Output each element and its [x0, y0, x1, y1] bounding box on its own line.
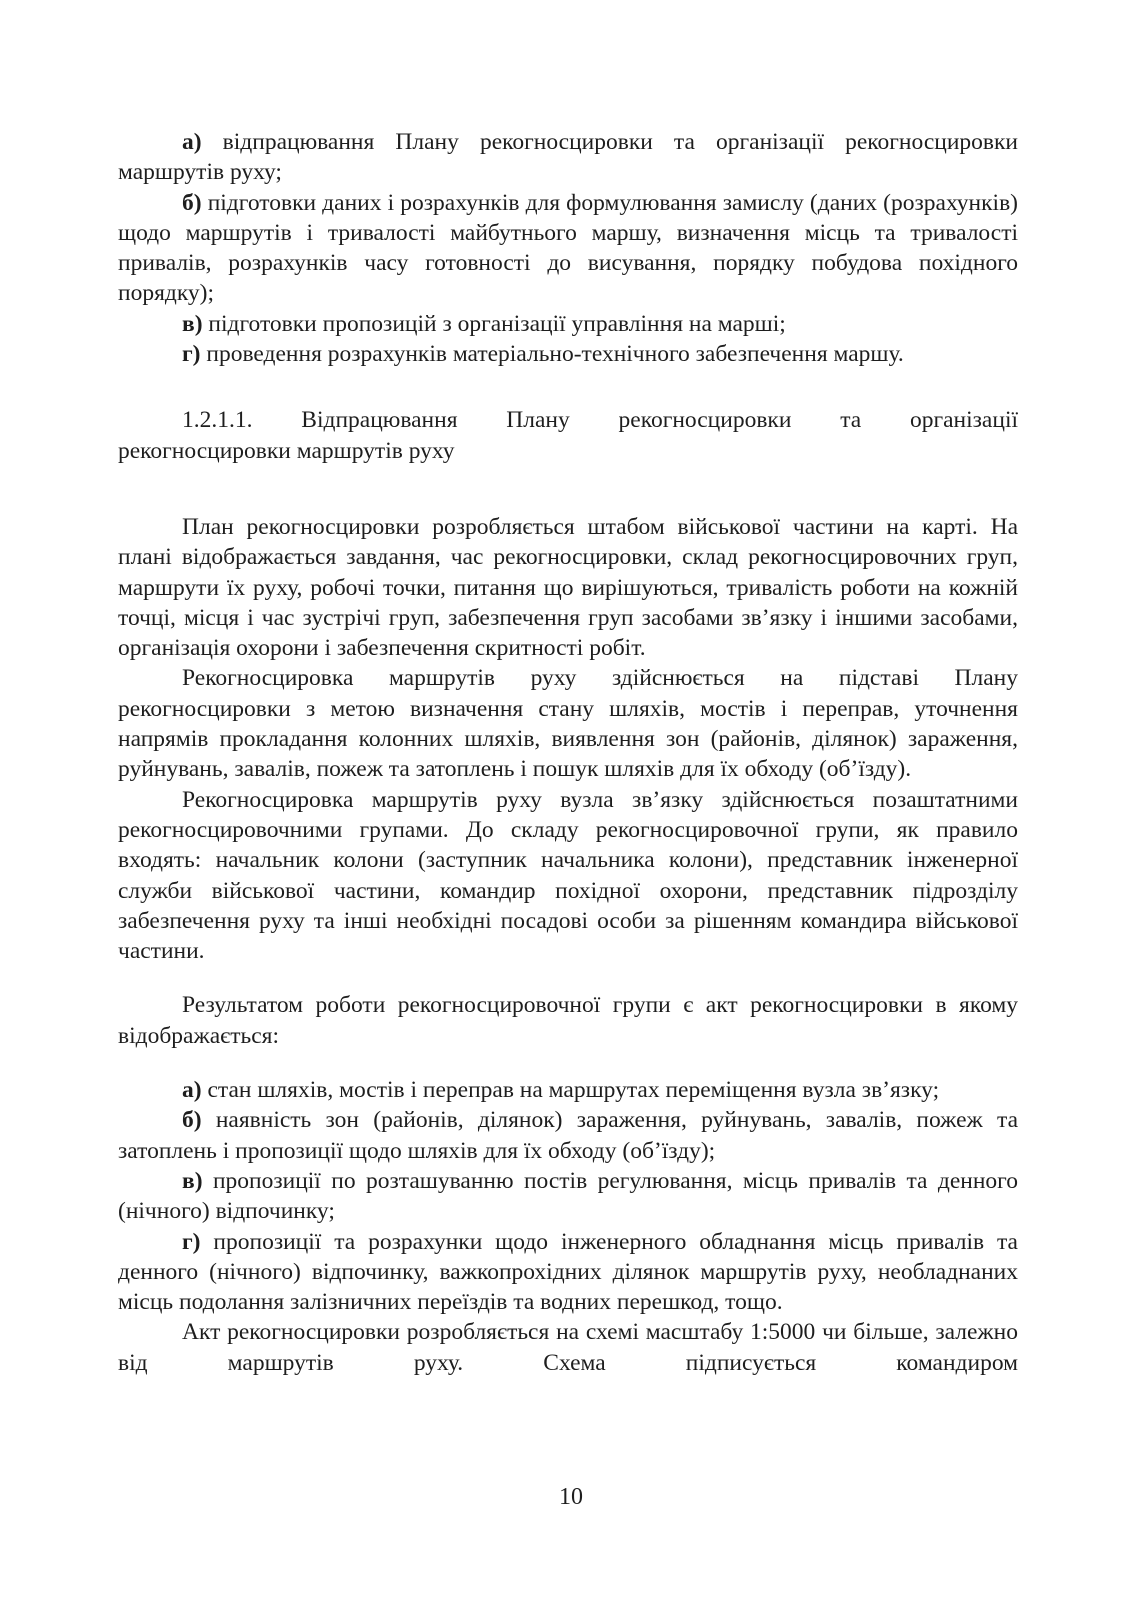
list-marker: а): [182, 129, 202, 155]
list-item: [118, 188, 1018, 309]
list-marker: б): [182, 189, 202, 216]
list-marker: в): [182, 310, 203, 337]
list-item-text: проведення розрахунків матеріально-технічного забезпечення маршу.: [200, 341, 904, 368]
list-item-text: наявність зон (районів, ділянок) зараження, руйнувань, завалів, пожеж та затоплень і пропозиції щодо шляхів для їх обходу (об’їзду);: [118, 1107, 1018, 1164]
list-item: [118, 1075, 1018, 1105]
list-item: [118, 127, 1018, 188]
list-marker: г): [182, 1228, 201, 1255]
section-heading: [118, 405, 1018, 435]
paragraph: Рекогносцировка маршрутів руху вузла зв’язку здійснюється позаштатними рекогносцировочними групами. До складу рекогносцировочної групи, як правило входять: начальник колони (заступник начальника колони), представник інженерної служби військової частини, командир похідної охорони, представник підрозділу забезпечення руху та інші необхідні посадові особи за рішенням командира військової частини.: [118, 786, 1018, 965]
list-item: [118, 1227, 1018, 1318]
list-item-text: підготовки пропозицій з організації управління на марші;: [202, 310, 786, 337]
list-item: [118, 1166, 1018, 1227]
list-item-text: пропозиції по розташуванню постів регулювання, місць привалів та денного (нічного) відпочинку;: [118, 1167, 1018, 1225]
paragraph: Рекогносцировка маршрутів руху здійснюється на підставі Плану рекогносцировки з метою визначення стану шляхів, мостів і переправ, уточнення напрямів прокладання колонних шляхів, виявлення зон (районів, ділянок) зараження, руйнувань, завалів, пожеж та затоплень і пошук шляхів для їх обходу (об’їзду).: [118, 665, 1018, 783]
list-item-text: відпрацювання Плану рекогносцировки та організації рекогносцировки маршрутів руху;: [118, 129, 1018, 186]
paragraph: План рекогносцировки розробляється штабом військової частини на карті. На плані відображається завдання, час рекогносцировки, склад рекогносцировочних груп, маршрути їх руху, робочі точки, питання що вирішуються, тривалість роботи на кожній точці, місця і час зустрічі груп, забезпечення груп засобами зв’язку і іншими засобами, організація охорони і забезпечення скритності робіт.: [118, 513, 1018, 662]
list-marker: а): [182, 1077, 202, 1104]
list-item: [118, 339, 1018, 369]
list-item: [118, 1105, 1018, 1166]
list-marker: б): [182, 1107, 202, 1134]
list-item-text: пропозиції та розрахунки щодо інженерного обладнання місць привалів та денного (нічного) відпочинку, важкопрохідних ділянок маршрутів руху, необладнаних місць подолання залізничних переїздів та водних перешкод, тощо.: [118, 1228, 1018, 1316]
list-marker: в): [182, 1167, 203, 1194]
section-title-line-1: Відпрацювання Плану рекогносцировки та організації: [301, 407, 1019, 434]
list-item: [118, 309, 1018, 339]
list-item-text: стан шляхів, мостів і переправ на маршрутах переміщення вузла зв’язку;: [201, 1077, 940, 1104]
paragraph: Результатом роботи рекогносцировочної групи є акт рекогносцировки в якому відображається:: [118, 992, 1018, 1049]
paragraph: Акт рекогносцировки розробляється на схемі масштабу 1:5000 чи більше, залежно від маршрутів руху. Схема підписується командиром: [118, 1319, 1018, 1376]
section-number: 1.2.1.1.: [182, 407, 253, 434]
page-body: [118, 127, 1018, 1378]
section-heading-continuation: [118, 436, 1018, 466]
list-item-text: підготовки даних і розрахунків для формулювання замислу (даних (розрахунків) щодо маршрутів і тривалості майбутнього маршу, визначення місць та тривалості привалів, розрахунків часу готовності до висування, порядку побудова похідного порядку);: [118, 189, 1018, 307]
list-marker: г): [182, 341, 201, 368]
page-number: 10: [559, 1484, 583, 1510]
section-title-line-2: рекогносцировки маршрутів руху: [118, 437, 455, 464]
